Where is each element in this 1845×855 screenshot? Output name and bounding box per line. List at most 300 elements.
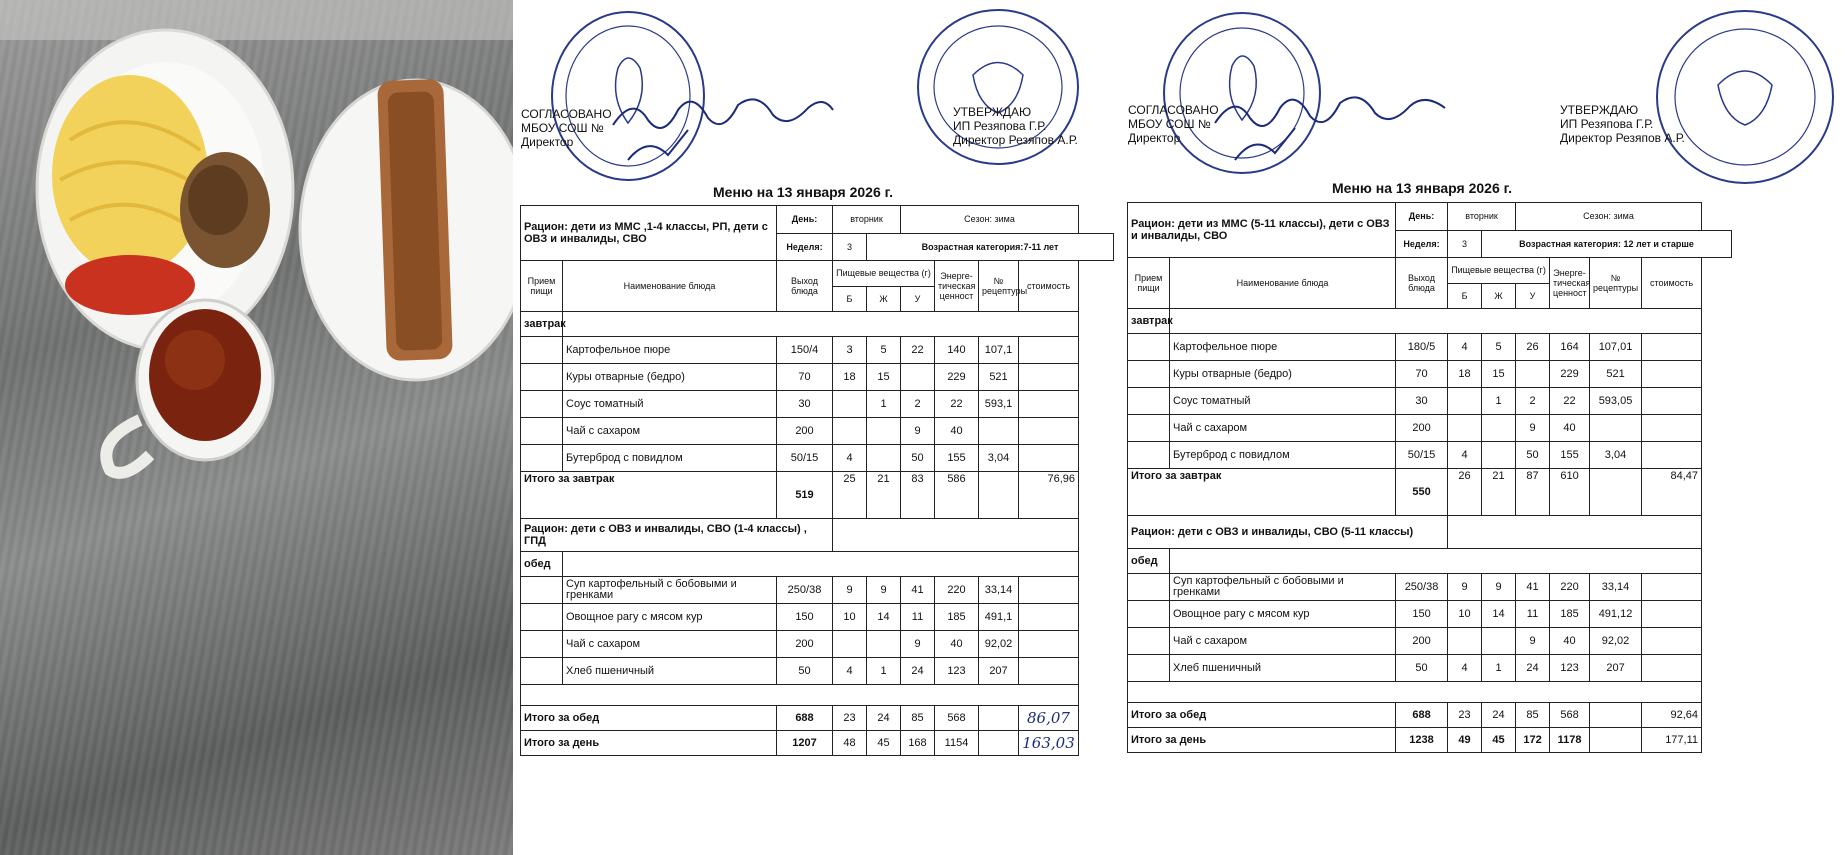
lunch-total-zh: 24 [867,706,901,731]
ration2-spacer [833,519,1079,552]
dish-meal-cell [1128,442,1170,469]
day-total-label: Итого за день [521,731,777,756]
dish-recipe: 593,05 [1590,388,1642,415]
dish-carbs: 24 [1516,655,1550,682]
season-value: зима [994,214,1015,225]
col-u: У [901,286,935,312]
dish-row [521,631,1114,658]
dish-fat: 15 [1482,361,1516,388]
dish-row [1128,415,1732,442]
dish-energy: 220 [935,577,979,604]
dish-row [1128,442,1732,469]
day-total-u: 168 [901,731,935,756]
breakfast-total-b: 26 [1448,469,1482,516]
dish-cost [1019,364,1079,391]
dish-energy: 155 [1550,442,1590,469]
approve-right-block [953,105,1078,147]
approve-left-1: СОГЛАСОВАНО [521,107,612,121]
dish-cost [1642,361,1702,388]
dish-cost [1642,442,1702,469]
col-meal: Прием пищи [521,261,563,312]
season-cell [1516,203,1702,231]
dish-name: Куры отварные (бедро) [563,364,777,391]
dish-fat [1482,442,1516,469]
dish-name: Чай с сахаром [563,418,777,445]
breakfast-total-yield: 519 [777,472,833,519]
menu-document-2 [1120,0,1845,855]
dish-protein: 3 [833,337,867,364]
dish-protein: 18 [1448,361,1482,388]
dish-recipe: 3,04 [1590,442,1642,469]
dish-protein: 4 [1448,334,1482,361]
day-value: вторник [1448,203,1516,231]
dish-cost [1642,628,1702,655]
dish-meal-cell [1128,334,1170,361]
dish-recipe: 92,02 [1590,628,1642,655]
dish-fat [1482,628,1516,655]
dish-protein: 4 [1448,655,1482,682]
dish-energy: 40 [935,631,979,658]
breakfast-total-label: Итого за завтрак [1128,469,1396,516]
dish-cost [1019,604,1079,631]
dish-row [1128,574,1732,601]
dish-carbs: 11 [1516,601,1550,628]
dish-yield: 50 [777,658,833,685]
dish-recipe: 107,1 [979,337,1019,364]
breakfast-total-zh: 21 [1482,469,1516,516]
dish-row [1128,334,1732,361]
lunch-total-b: 23 [1448,703,1482,728]
dish-meal-cell [521,445,563,472]
dish-recipe: 521 [1590,361,1642,388]
ration2-title: Рацион: дети с ОВЗ и инвалиды, СВО (1-4 классы) , ГПД [521,519,833,552]
approve-right-3: Директор Резяпов А.Р. [953,133,1078,147]
col-cost: стоимость [1642,258,1702,309]
dish-protein: 4 [833,658,867,685]
dish-energy: 40 [1550,628,1590,655]
food-photo [0,0,513,855]
menu-table [520,205,1114,756]
dish-meal-cell [1128,628,1170,655]
dish-meal-cell [521,631,563,658]
lunch-total-rec [979,706,1019,731]
lunch-spacer [1170,549,1702,574]
dish-carbs: 9 [1516,415,1550,442]
week-label: Неделя: [777,233,833,261]
breakfast-total-cost: 76,96 [1019,472,1079,519]
dish-row [521,364,1114,391]
lunch-total-zh: 24 [1482,703,1516,728]
dish-cost [1642,388,1702,415]
lunch-total-yield: 688 [1396,703,1448,728]
col-name: Наименование блюда [1170,258,1396,309]
menu-title: Меню на 13 января 2026 г. [713,184,893,200]
breakfast-label: завтрак [1128,309,1170,334]
dish-yield: 150 [777,604,833,631]
dish-name: Чай с сахаром [563,631,777,658]
dish-name: Куры отварные (бедро) [1170,361,1396,388]
food-illustration [0,0,513,855]
dish-cost [1019,337,1079,364]
dish-meal-cell [521,577,563,604]
week-label: Неделя: [1396,230,1448,258]
dish-carbs: 9 [1516,628,1550,655]
col-yield: Выход блюда [777,261,833,312]
dish-energy: 229 [935,364,979,391]
dish-yield: 200 [1396,628,1448,655]
lunch-label: обед [521,552,563,577]
dish-energy: 185 [935,604,979,631]
dish-protein [833,631,867,658]
approve-left-2: МБОУ СОШ № [1128,117,1211,131]
day-total-e: 1154 [935,731,979,756]
dish-row [1128,628,1732,655]
approve-left-3: Директор [521,135,574,149]
dish-energy: 40 [1550,415,1590,442]
dish-cost [1642,574,1702,601]
dish-fat: 1 [867,658,901,685]
dish-fat: 9 [1482,574,1516,601]
dish-energy: 229 [1550,361,1590,388]
dish-energy: 123 [935,658,979,685]
day-total-rec [979,731,1019,756]
dish-meal-cell [521,604,563,631]
dish-yield: 200 [777,631,833,658]
lunch-total-cost: 86,07 [1019,706,1079,731]
breakfast-total-rec [1590,469,1642,516]
breakfast-total-rec [979,472,1019,519]
ip-seal-stamp-2 [1650,5,1840,190]
breakfast-total-cost: 84,47 [1642,469,1702,516]
dish-row [1128,601,1732,628]
day-value: вторник [833,206,901,234]
approve-left-block [521,107,612,149]
dish-name: Чай с сахаром [1170,415,1396,442]
dish-protein [1448,388,1482,415]
day-total-cost: 163,03 [1019,731,1079,756]
dish-carbs: 41 [1516,574,1550,601]
dish-protein: 4 [833,445,867,472]
dish-yield: 200 [1396,415,1448,442]
dish-name: Суп картофельный с бобовыми и гренками [563,577,777,604]
dish-meal-cell [1128,388,1170,415]
dish-protein: 9 [1448,574,1482,601]
director-signature-2 [1210,88,1450,168]
dish-recipe: 33,14 [979,577,1019,604]
dish-meal-cell [1128,655,1170,682]
approve-right-2: ИП Резяпова Г.Р. [953,119,1047,133]
day-total-label: Итого за день [1128,728,1396,753]
col-zh: Ж [1482,283,1516,309]
dish-cost [1019,445,1079,472]
dish-row [521,577,1114,604]
dish-yield: 180/5 [1396,334,1448,361]
dish-carbs: 50 [1516,442,1550,469]
lunch-total-u: 85 [1516,703,1550,728]
dish-meal-cell [1128,601,1170,628]
dish-row [1128,655,1732,682]
dish-yield: 50 [1396,655,1448,682]
dish-protein: 9 [833,577,867,604]
menu-table-2 [1127,202,1732,753]
dish-row [521,391,1114,418]
col-b: Б [833,286,867,312]
dish-name: Хлеб пшеничный [563,658,777,685]
dish-meal-cell [521,337,563,364]
dish-meal-cell [1128,574,1170,601]
dish-energy: 40 [935,418,979,445]
age-cell [1482,230,1732,258]
dish-carbs: 24 [901,658,935,685]
dish-yield: 70 [777,364,833,391]
dish-name: Картофельное пюре [563,337,777,364]
day-total-rec [1590,728,1642,753]
dish-yield: 150/4 [777,337,833,364]
day-total-b: 49 [1448,728,1482,753]
dish-name: Соус томатный [563,391,777,418]
approve-left-1: СОГЛАСОВАНО [1128,103,1219,117]
dish-cost [1019,577,1079,604]
dish-protein: 10 [833,604,867,631]
ration2-title: Рацион: дети с ОВЗ и инвалиды, СВО (5-11 классы) [1128,516,1448,549]
breakfast-spacer [1170,309,1702,334]
lunch-total-u: 85 [901,706,935,731]
day-total-yield: 1207 [777,731,833,756]
dish-energy: 123 [1550,655,1590,682]
breakfast-total-e: 586 [935,472,979,519]
week-value: 3 [833,233,867,261]
approve-right-block-2 [1560,103,1685,145]
approve-left-2: МБОУ СОШ № [521,121,604,135]
age-value: 12 лет и старше [1623,238,1694,249]
lunch-total-label: Итого за обед [521,706,777,731]
approve-left-3: Директор [1128,131,1181,145]
dish-fat: 1 [1482,655,1516,682]
dish-carbs: 2 [901,391,935,418]
dish-yield: 250/38 [1396,574,1448,601]
col-recipe: № рецептуры [1590,258,1642,309]
approve-left-block-2 [1128,103,1219,145]
day-total-cost: 177,11 [1642,728,1702,753]
approve-right-2: ИП Резяпова Г.Р. [1560,117,1654,131]
dish-energy: 140 [935,337,979,364]
age-value: 7-11 лет [1023,241,1059,252]
breakfast-total-label: Итого за завтрак [521,472,777,519]
dish-name: Бутерброд с повидлом [1170,442,1396,469]
menu-title-2: Меню на 13 января 2026 г. [1332,180,1512,196]
dish-cost [1019,418,1079,445]
day-total-yield: 1238 [1396,728,1448,753]
day-total-u: 172 [1516,728,1550,753]
dish-yield: 70 [1396,361,1448,388]
dish-carbs [901,364,935,391]
dish-yield: 200 [777,418,833,445]
dish-yield: 50/15 [1396,442,1448,469]
dish-name: Бутерброд с повидлом [563,445,777,472]
breakfast-rows [1128,334,1732,469]
dish-recipe: 107,01 [1590,334,1642,361]
dish-energy: 22 [1550,388,1590,415]
lunch-total-rec [1590,703,1642,728]
dish-recipe: 33,14 [1590,574,1642,601]
dish-carbs: 9 [901,631,935,658]
approve-right-1: УТВЕРЖДАЮ [953,105,1032,119]
dish-row [521,418,1114,445]
lunch-empty-row [1128,682,1702,703]
col-u: У [1516,283,1550,309]
dish-name: Соус томатный [1170,388,1396,415]
dish-carbs: 2 [1516,388,1550,415]
breakfast-total-b: 25 [833,472,867,519]
breakfast-total-u: 83 [901,472,935,519]
dish-fat: 5 [867,337,901,364]
lunch-total-e: 568 [1550,703,1590,728]
dish-carbs: 26 [1516,334,1550,361]
season-cell [901,206,1079,234]
ration-title: Рацион: дети из ММС ,1-4 классы, РП, дети с ОВЗ и инвалиды, СВО [521,206,777,261]
dish-fat: 1 [867,391,901,418]
dish-fat: 14 [867,604,901,631]
dish-carbs: 22 [901,337,935,364]
dish-fat [867,445,901,472]
dish-energy: 220 [1550,574,1590,601]
dish-cost [1642,601,1702,628]
dish-protein: 4 [1448,442,1482,469]
dish-name: Суп картофельный с бобовыми и гренками [1170,574,1396,601]
dish-energy: 155 [935,445,979,472]
dish-name: Овощное рагу с мясом кур [1170,601,1396,628]
dish-name: Овощное рагу с мясом кур [563,604,777,631]
lunch-total-e: 568 [935,706,979,731]
dish-fat: 5 [1482,334,1516,361]
approve-right-3: Директор Резяпов А.Р. [1560,131,1685,145]
age-cell [867,233,1114,261]
dish-carbs: 9 [901,418,935,445]
dish-meal-cell [521,658,563,685]
dish-protein: 10 [1448,601,1482,628]
dish-fat: 1 [1482,388,1516,415]
breakfast-spacer [563,312,1079,337]
dish-carbs: 41 [901,577,935,604]
dish-recipe: 3,04 [979,445,1019,472]
dish-energy: 22 [935,391,979,418]
day-total-zh: 45 [867,731,901,756]
dish-recipe: 207 [979,658,1019,685]
dish-row [1128,388,1732,415]
dish-protein [833,391,867,418]
col-energy: Энерге-тическая ценност [1550,258,1590,309]
dish-cost [1642,334,1702,361]
day-total-e: 1178 [1550,728,1590,753]
breakfast-total-yield: 550 [1396,469,1448,516]
dish-yield: 50/15 [777,445,833,472]
dish-meal-cell [1128,361,1170,388]
dish-energy: 164 [1550,334,1590,361]
approve-right-1: УТВЕРЖДАЮ [1560,103,1639,117]
dish-carbs: 50 [901,445,935,472]
dish-carbs: 11 [901,604,935,631]
col-energy: Энерге-тическая ценност [935,261,979,312]
dish-cost [1019,631,1079,658]
dish-row [1128,361,1732,388]
dish-protein [1448,415,1482,442]
ration-title: Рацион: дети из ММС (5-11 классы), дети с ОВЗ и инвалиды, СВО [1128,203,1396,258]
dish-recipe: 92,02 [979,631,1019,658]
lunch-rows [521,577,1114,685]
season-value: зима [1613,211,1634,222]
age-label: Возрастная категория: [1519,238,1621,249]
dish-cost [1019,658,1079,685]
col-nutr: Пищевые вещества (г) [833,261,935,287]
dish-protein: 18 [833,364,867,391]
tomato-sauce [65,255,195,315]
dish-row [521,604,1114,631]
lunch-total-cost: 92,64 [1642,703,1702,728]
dish-fat: 14 [1482,601,1516,628]
lunch-label: обед [1128,549,1170,574]
dish-row [521,445,1114,472]
age-label: Возрастная категория: [921,241,1024,252]
day-label: День: [777,206,833,234]
col-yield: Выход блюда [1396,258,1448,309]
dish-fat [867,418,901,445]
dish-protein [833,418,867,445]
dish-meal-cell [521,418,563,445]
breakfast-label: завтрак [521,312,563,337]
dish-fat: 15 [867,364,901,391]
ration2-spacer [1448,516,1702,549]
col-name: Наименование блюда [563,261,777,312]
dish-meal-cell [1128,415,1170,442]
mashed-potato [52,75,208,275]
col-b: Б [1448,283,1482,309]
dish-recipe: 207 [1590,655,1642,682]
dish-yield: 30 [777,391,833,418]
breakfast-total-u: 87 [1516,469,1550,516]
col-nutr: Пищевые вещества (г) [1448,258,1550,284]
dish-cost [1019,391,1079,418]
dish-fat [1482,415,1516,442]
dish-carbs [1516,361,1550,388]
breakfast-total-e: 610 [1550,469,1590,516]
dish-cost [1642,655,1702,682]
dish-yield: 150 [1396,601,1448,628]
day-label: День: [1396,203,1448,231]
day-total-b: 48 [833,731,867,756]
lunch-total-b: 23 [833,706,867,731]
dish-recipe: 593,1 [979,391,1019,418]
dish-meal-cell [521,364,563,391]
breakfast-rows [521,337,1114,472]
dish-energy: 185 [1550,601,1590,628]
breakfast-total-zh: 21 [867,472,901,519]
dish-fat [867,631,901,658]
dish-name: Чай с сахаром [1170,628,1396,655]
dish-meal-cell [521,391,563,418]
dish-recipe: 491,12 [1590,601,1642,628]
lunch-spacer [563,552,1079,577]
dish-name: Хлеб пшеничный [1170,655,1396,682]
week-value: 3 [1448,230,1482,258]
dish-fat: 9 [867,577,901,604]
dish-protein [1448,628,1482,655]
dish-recipe: 491,1 [979,604,1019,631]
dish-recipe [1590,415,1642,442]
day-total-zh: 45 [1482,728,1516,753]
season-label: Сезон: [1583,211,1611,222]
dish-row [521,337,1114,364]
dish-yield: 30 [1396,388,1448,415]
